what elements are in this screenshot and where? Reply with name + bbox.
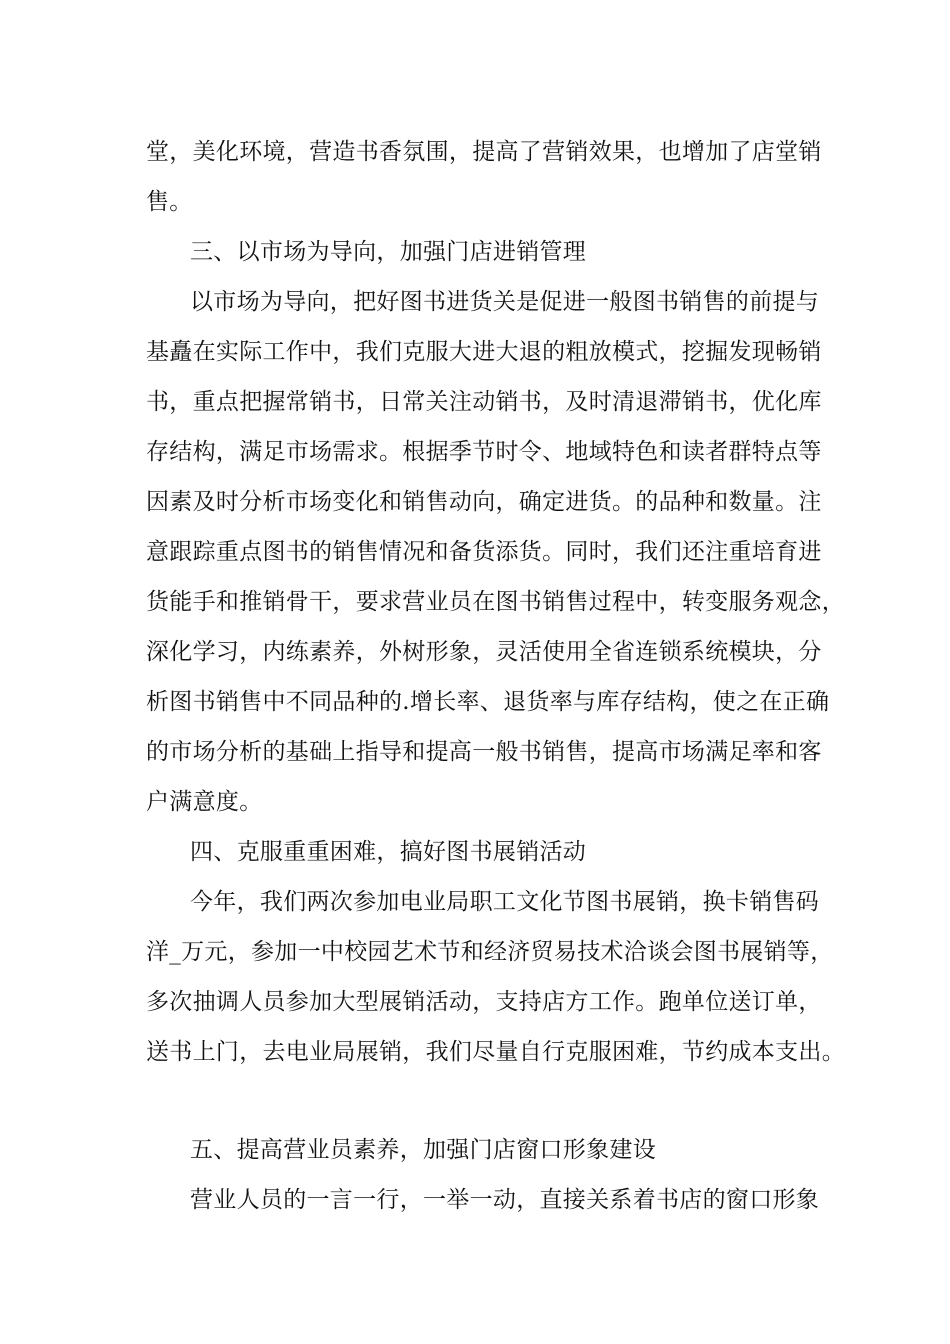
text-line: 户满意度。 [146,789,263,815]
text-line: 存结构，满足市场需求。根据季节时令、地域特色和读者群特点等 [146,439,822,465]
text-line: 意跟踪重点图书的销售情况和备货添货。同时，我们还注重培育进 [146,539,822,565]
text-line: 书，重点把握常销书，日常关注动销书，及时清退滞销书，优化库 [146,389,822,415]
text-line: 深化学习，内练素养，外树形象，灵活使用全省连锁系统模块，分 [146,639,822,665]
text-line: 多次抽调人员参加大型展销活动，支持店方工作。跑单位送订单， [146,989,822,1015]
section-heading: 五、提高营业员素养，加强门店窗口形象建设 [190,1137,656,1163]
text-line: 的市场分析的基础上指导和提高一般书销售，提高市场满足率和客 [146,739,822,765]
text-line: 以市场为导向，把好图书进货关是促进一般图书销售的前提与 [190,289,820,315]
text-line: 洋_万元，参加一中校园艺术节和经济贸易技术洽谈会图书展销等， [146,939,834,965]
text-line: 货能手和推销骨干，要求营业员在图书销售过程中，转变服务观念， [146,589,845,615]
section-heading: 三、以市场为导向，加强门店进销管理 [190,239,587,265]
text-line: 售。 [146,189,193,215]
text-line: 因素及时分析市场变化和销售动向，确定进货。的品种和数量。注 [146,489,822,515]
section-heading: 四、克服重重困难，搞好图书展销活动 [190,839,587,865]
text-line: 析图书销售中不同品种的.增长率、退货率与库存结构，使之在正确 [146,689,830,715]
text-line: 今年，我们两次参加电业局职工文化节图书展销，换卡销售码 [190,889,820,915]
text-line: 基矗在实际工作中，我们克服大进大退的粗放模式，挖掘发现畅销 [146,339,822,365]
text-line: 堂，美化环境，营造书香氛围，提高了营销效果，也增加了店堂销 [146,139,822,165]
text-line: 营业人员的一言一行，一举一动，直接关系着书店的窗口形象 [190,1187,820,1213]
text-line: 送书上门，去电业局展销，我们尽量自行克服困难，节约成本支出。 [146,1039,845,1065]
